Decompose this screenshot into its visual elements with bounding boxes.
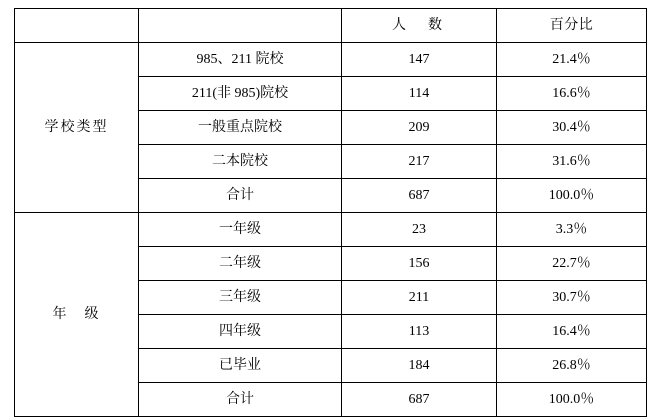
- row-label: 985、211 院校: [139, 43, 342, 77]
- table-body: [15, 43, 647, 417]
- row-label: 已毕业: [139, 349, 342, 383]
- row-count: 184: [342, 349, 497, 383]
- row-label: 211(非 985)院校: [139, 77, 342, 111]
- row-label: 四年级: [139, 315, 342, 349]
- row-percent: 30.7％: [497, 281, 647, 315]
- row-percent-total: 100.0％: [497, 383, 647, 417]
- row-label-total: 合计: [139, 383, 342, 417]
- table-row: [15, 43, 647, 77]
- row-count: 147: [342, 43, 497, 77]
- row-label-total: 合计: [139, 179, 342, 213]
- header-cell-count: 人 数: [342, 9, 497, 43]
- header-cell-blank: [15, 9, 139, 43]
- row-label: 一年级: [139, 213, 342, 247]
- row-percent: 26.8％: [497, 349, 647, 383]
- row-count: 209: [342, 111, 497, 145]
- table-row: [15, 213, 647, 247]
- row-percent: 16.6％: [497, 77, 647, 111]
- row-count: 113: [342, 315, 497, 349]
- header-cell-percent: 百分比: [497, 9, 647, 43]
- row-count: 156: [342, 247, 497, 281]
- group-label-school-type: 学校类型: [15, 43, 139, 213]
- row-label: 一般重点院校: [139, 111, 342, 145]
- row-label: 二本院校: [139, 145, 342, 179]
- row-percent: 3.3％: [497, 213, 647, 247]
- table-header-row: [15, 9, 647, 43]
- row-percent: 30.4％: [497, 111, 647, 145]
- row-count: 211: [342, 281, 497, 315]
- row-count-total: 687: [342, 383, 497, 417]
- row-count: 217: [342, 145, 497, 179]
- row-percent-total: 100.0％: [497, 179, 647, 213]
- row-percent: 16.4％: [497, 315, 647, 349]
- row-label: 二年级: [139, 247, 342, 281]
- group-label-grade: 年 级: [15, 213, 139, 417]
- row-count: 23: [342, 213, 497, 247]
- table-header: [15, 9, 647, 43]
- statistics-table: [14, 8, 647, 417]
- row-percent: 22.7％: [497, 247, 647, 281]
- row-count-total: 687: [342, 179, 497, 213]
- row-label: 三年级: [139, 281, 342, 315]
- header-cell-blank-2: [139, 9, 342, 43]
- row-count: 114: [342, 77, 497, 111]
- row-percent: 31.6％: [497, 145, 647, 179]
- row-percent: 21.4％: [497, 43, 647, 77]
